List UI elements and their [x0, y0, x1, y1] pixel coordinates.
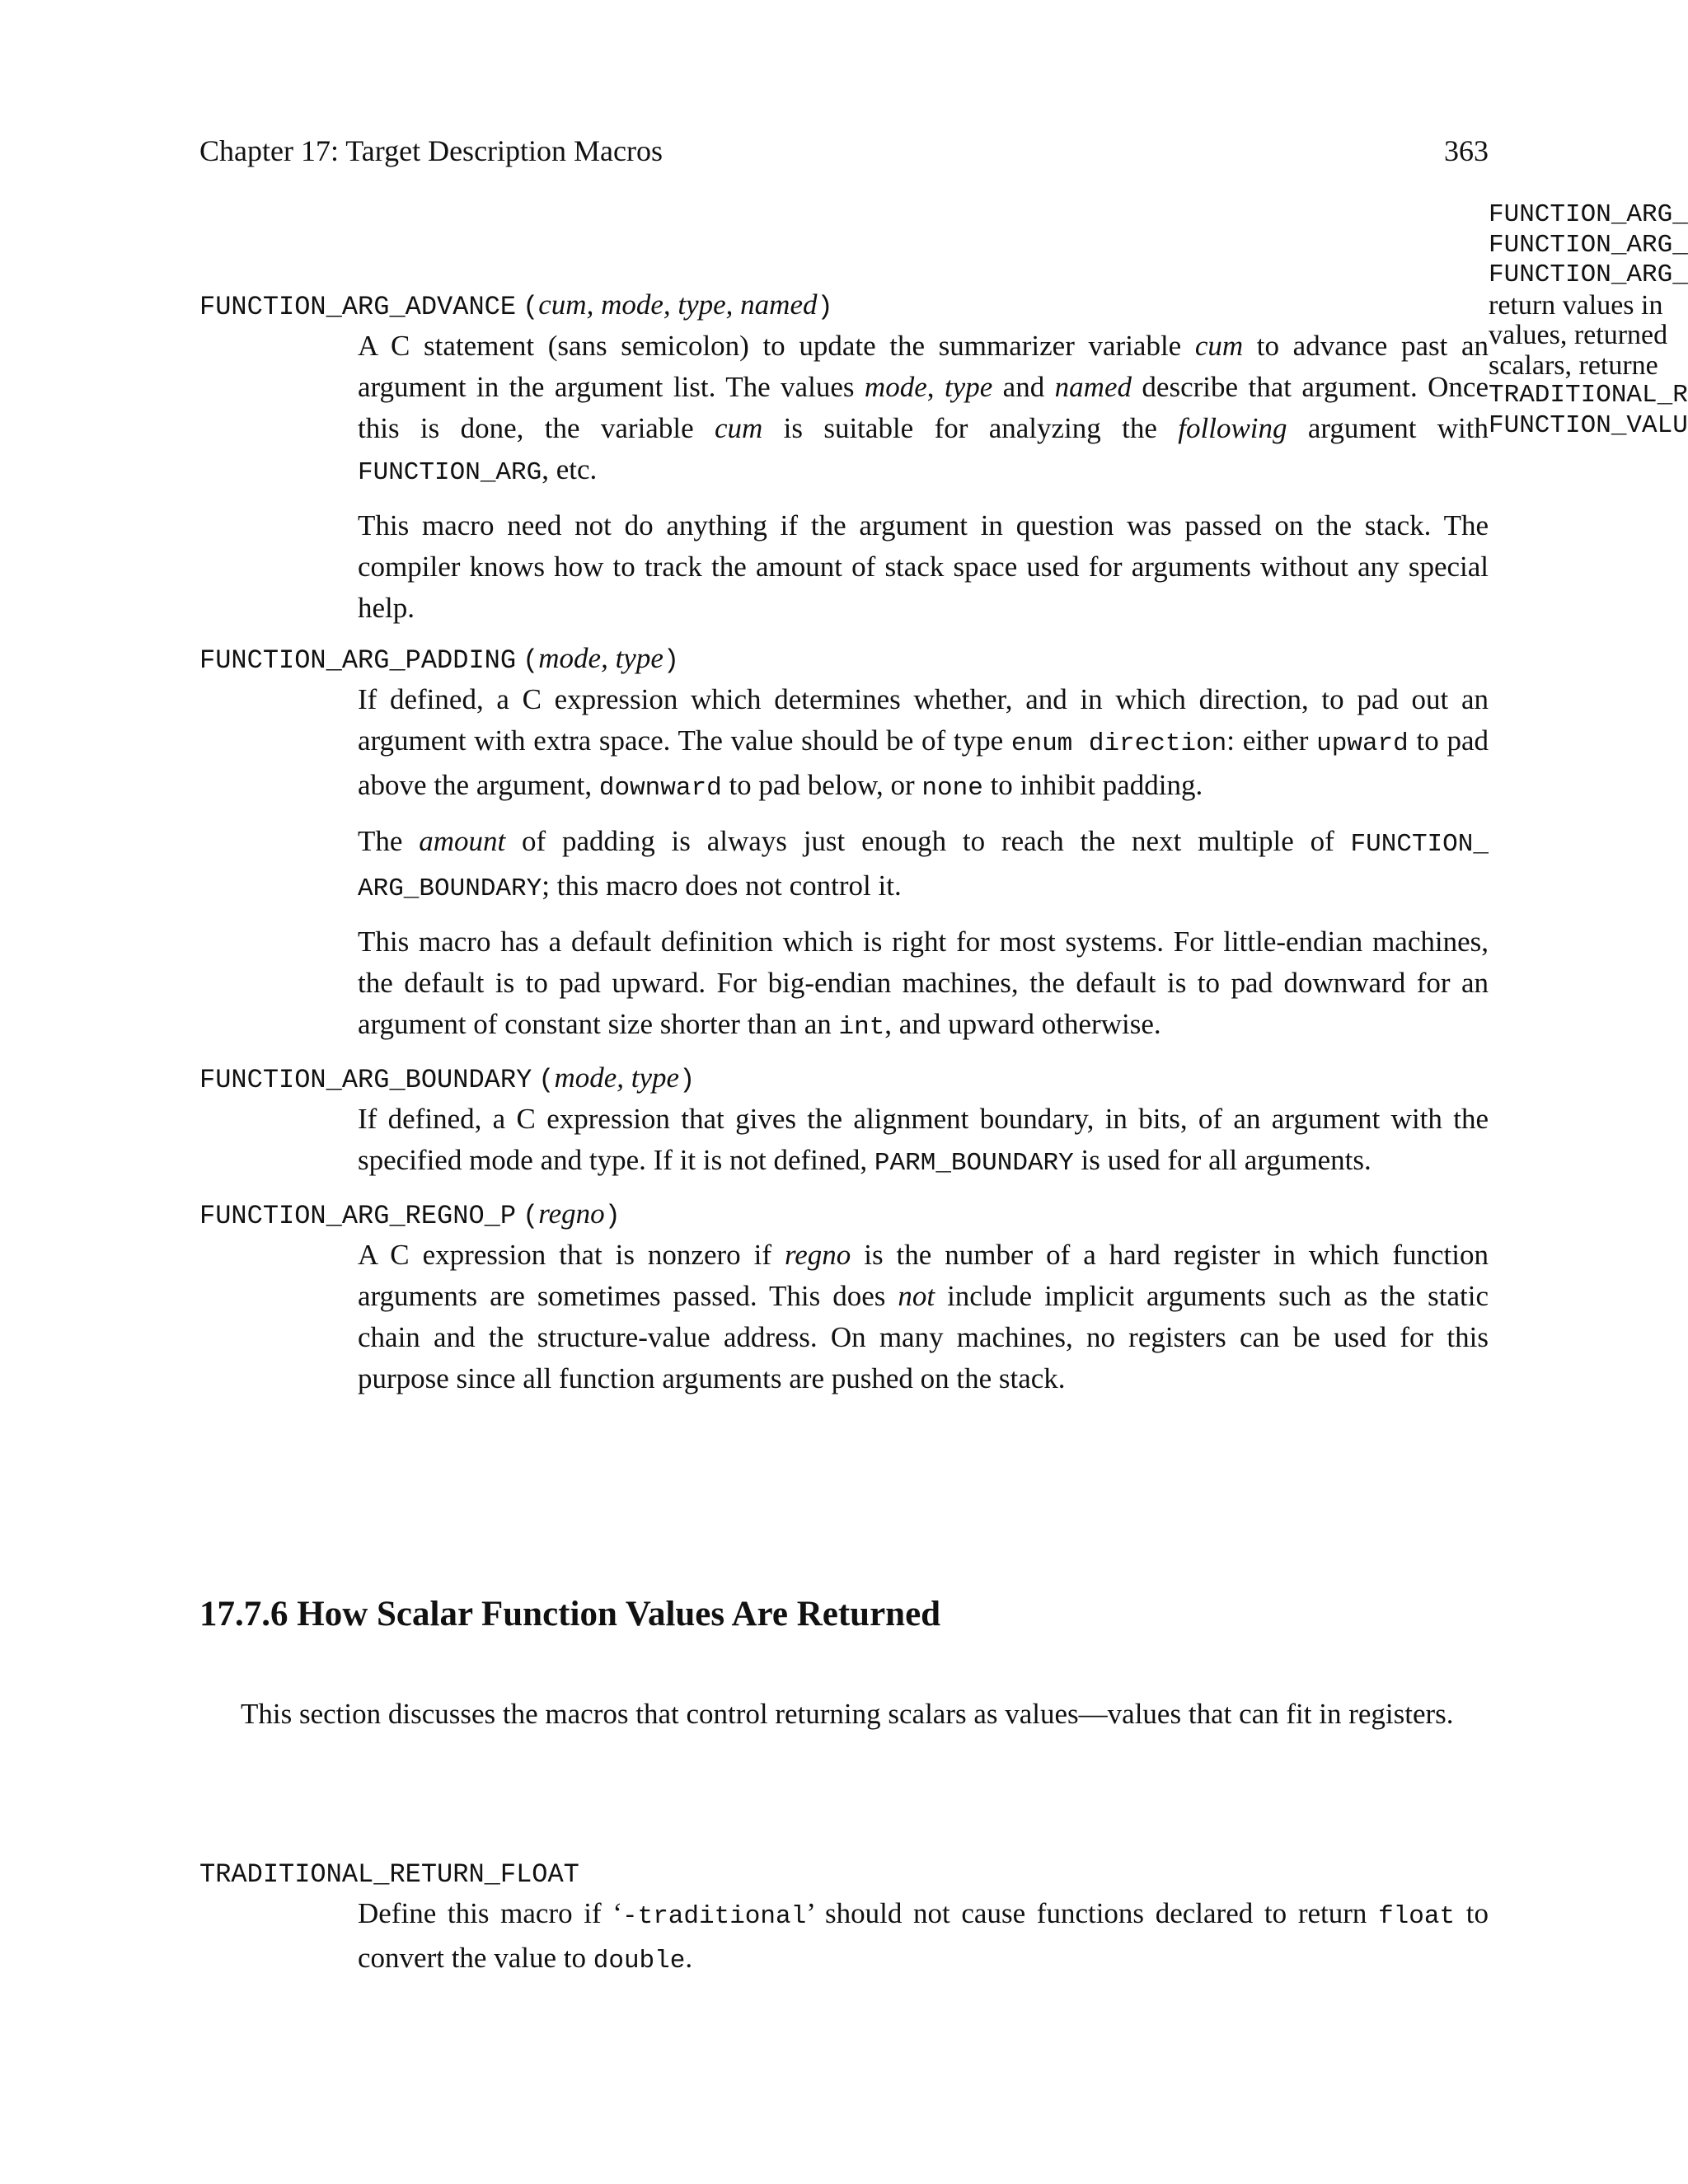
open-paren: (	[523, 1201, 539, 1231]
paragraph: A C expression that is nonzero if regno is the number of a hard register in which function arguments are sometimes passed. This does not include implicit arguments such as the static chain and the structure-value address. On many machines, no registers can be used for this purpose since all function arguments are pushed on the stack.	[358, 1239, 1489, 1394]
macro-name: FUNCTION_ARG_REGNO_P	[199, 1201, 517, 1231]
code-token: FUNCTION_ ARG_BOUNDARY	[358, 830, 1489, 903]
close-paren: )	[679, 1065, 696, 1095]
macro-description	[358, 679, 1489, 1048]
index-entry: return values in	[1489, 289, 1663, 321]
macro-signature	[199, 1060, 1489, 1099]
chapter-title: Chapter 17: Target Description Macros	[199, 134, 663, 167]
paragraph: If defined, a C expression that gives the alignment boundary, in bits, of an argument with the specified mode and type. If it is not defined, PARM_BOUNDARY is used for all arguments.	[358, 1103, 1489, 1178]
macro-function-arg-padding	[199, 640, 1489, 1048]
paragraph: The amount of padding is always just enough to reach the next multiple of FUNCTION_ ARG_BOUNDARY; this macro does not control it.	[358, 825, 1489, 903]
macro-name: FUNCTION_ARG_PADDING	[199, 645, 517, 676]
macro-name: FUNCTION_ARG_BOUNDARY	[199, 1065, 532, 1095]
section-intro	[199, 1694, 1489, 1735]
code-token: FUNCTION_ARG	[358, 458, 542, 487]
paragraph: This section discusses the macros that control returning scalars as values—values that can fit in registers.	[241, 1698, 1454, 1730]
macro-signature	[199, 1854, 1489, 1893]
macro-args: mode, type	[538, 642, 663, 674]
macro-args: regno	[538, 1197, 605, 1230]
code-token: enum direction	[1010, 729, 1227, 758]
macro-function-arg-regno-p	[199, 1196, 1489, 1399]
index-entry: FUNCTION_ARG_	[1489, 200, 1688, 229]
section-heading: 17.7.6 How Scalar Function Values Are Returned	[199, 1595, 941, 1633]
paragraph: This macro has a default definition which is right for most systems. For little-endian machines, the default is to pad upward. For big-endian machines, the default is to pad downward for an argument of constant size shorter than an int, and upward otherwise.	[358, 926, 1489, 1042]
index-entry: FUNCTION_ARG_	[1489, 260, 1688, 289]
close-paren: )	[663, 645, 680, 676]
paragraph: A C statement (sans semicolon) to update the summarizer variable cum to advance past an argument in the argument list. The values mode, type and named describe that argument. Once this is done, the variable cum is suitable for analyzing the following argument with FUNCTION_ARG, etc.	[358, 330, 1489, 487]
macro-description	[358, 1235, 1489, 1399]
main-content	[199, 287, 1489, 1411]
macro-function-arg-advance	[199, 287, 1489, 629]
code-token: double	[593, 1947, 686, 1975]
code-token: upward	[1316, 729, 1409, 758]
macro-signature	[199, 1196, 1489, 1235]
macro-traditional-return-float	[199, 1854, 1489, 1994]
index-margin-clip	[1489, 200, 1688, 441]
open-paren: (	[523, 645, 539, 676]
close-paren: )	[817, 292, 833, 322]
macro-name: FUNCTION_ARG_ADVANCE	[199, 292, 517, 322]
macro-description	[358, 1099, 1489, 1184]
macro-function-arg-boundary	[199, 1060, 1489, 1184]
paragraph: This macro need not do anything if the argument in question was passed on the stack. The compiler knows how to track the amount of stack space used for arguments without any special help.	[358, 509, 1489, 624]
code-token: PARM_BOUNDARY	[874, 1149, 1074, 1178]
open-paren: (	[538, 1065, 555, 1095]
index-entry: values, returned	[1489, 320, 1668, 350]
macro-signature	[199, 287, 1489, 326]
page-header	[199, 130, 1489, 171]
page-number: 363	[1444, 134, 1489, 167]
paragraph: Define this macro if ‘-traditional’ should not cause functions declared to return float to convert the value to double.	[358, 1897, 1489, 1975]
index-entry: FUNCTION_ARG_	[1489, 230, 1688, 260]
macro-description	[358, 326, 1489, 629]
close-paren: )	[604, 1201, 621, 1231]
code-token: float	[1378, 1902, 1456, 1931]
code-token: downward	[598, 774, 722, 803]
open-paren: (	[523, 292, 539, 322]
macro-args: cum, mode, type, named	[538, 288, 818, 321]
macro-name: TRADITIONAL_RETURN_FLOAT	[199, 1859, 579, 1890]
index-entry: scalars, returne	[1489, 349, 1658, 381]
code-token: -traditional	[621, 1902, 807, 1931]
index-entry: FUNCTION_VALU	[1489, 410, 1688, 440]
code-token: int	[838, 1013, 885, 1042]
macro-args: mode, type	[554, 1062, 680, 1094]
code-token: none	[921, 774, 983, 803]
macro-signature	[199, 640, 1489, 679]
index-entry: TRADITIONAL_R	[1489, 381, 1688, 410]
paragraph: If defined, a C expression which determines whether, and in which direction, to pad out an argument with extra space. The value should be of type enum direction: either upward to pad above the argument, downward to pad below, or none to inhibit padding.	[358, 683, 1489, 803]
macro-description	[358, 1893, 1489, 1982]
